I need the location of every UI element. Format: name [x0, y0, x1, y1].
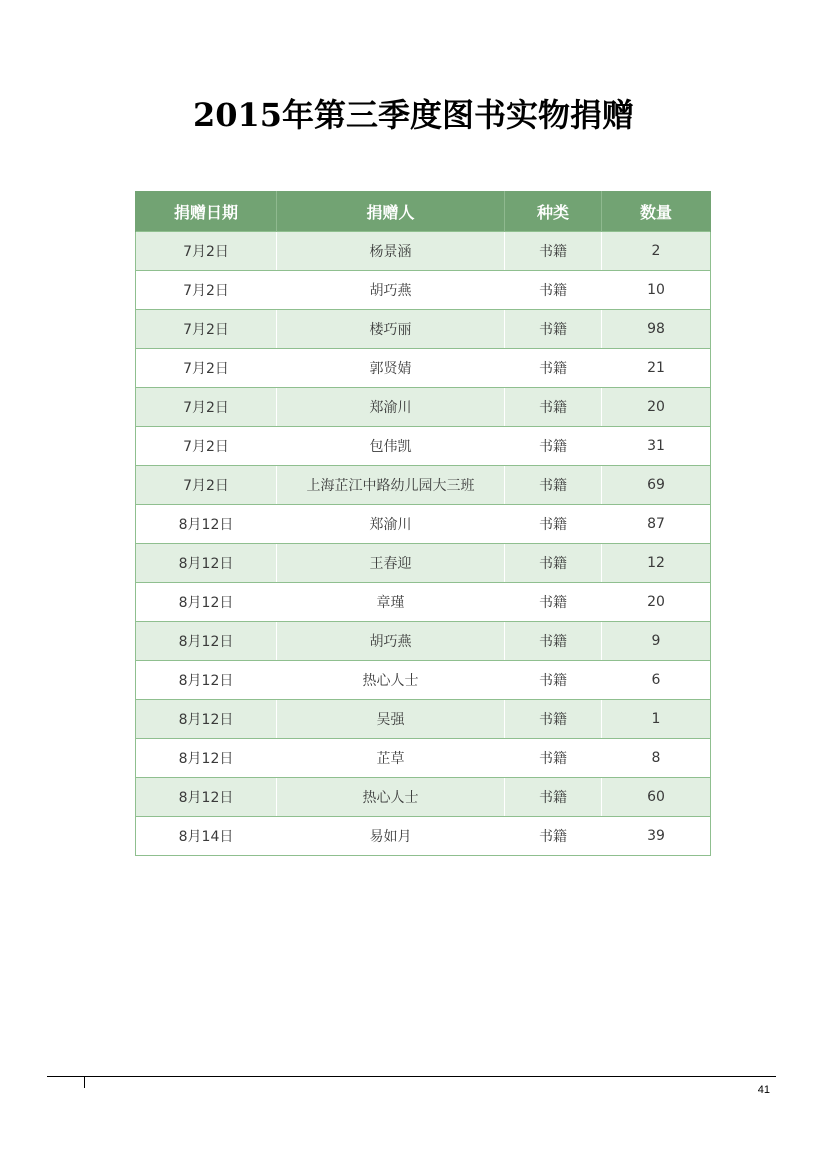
cell-category: 书籍 — [505, 700, 602, 739]
cell-date: 7月2日 — [136, 271, 277, 310]
cell-donor: 郑渝川 — [277, 388, 505, 427]
cell-donor: 吴强 — [277, 700, 505, 739]
cell-date: 7月2日 — [136, 388, 277, 427]
cell-quantity: 1 — [602, 700, 711, 739]
table-row — [136, 583, 711, 622]
cell-quantity: 2 — [602, 232, 711, 271]
table-row — [136, 778, 711, 817]
table-row — [136, 505, 711, 544]
cell-category: 书籍 — [505, 232, 602, 271]
cell-category: 书籍 — [505, 466, 602, 505]
table-row — [136, 622, 711, 661]
cell-date: 7月2日 — [136, 232, 277, 271]
cell-category: 书籍 — [505, 310, 602, 349]
cell-donor: 热心人士 — [277, 661, 505, 700]
cell-donor: 杨景涵 — [277, 232, 505, 271]
cell-quantity: 20 — [602, 388, 711, 427]
table-row — [136, 427, 711, 466]
table-row — [136, 349, 711, 388]
cell-quantity: 8 — [602, 739, 711, 778]
cell-quantity: 21 — [602, 349, 711, 388]
cell-date: 8月12日 — [136, 778, 277, 817]
cell-donor: 易如月 — [277, 817, 505, 856]
cell-date: 8月12日 — [136, 544, 277, 583]
table-row — [136, 232, 711, 271]
table-row — [136, 466, 711, 505]
cell-quantity: 39 — [602, 817, 711, 856]
donation-table — [135, 191, 711, 856]
cell-donor: 包伟凯 — [277, 427, 505, 466]
cell-donor: 章瑾 — [277, 583, 505, 622]
cell-donor: 楼巧丽 — [277, 310, 505, 349]
cell-category: 书籍 — [505, 544, 602, 583]
cell-category: 书籍 — [505, 583, 602, 622]
column-header-category: 种类 — [505, 191, 602, 232]
cell-date: 8月12日 — [136, 583, 277, 622]
header-row — [136, 191, 711, 232]
cell-donor: 胡巧燕 — [277, 271, 505, 310]
cell-donor: 上海芷江中路幼儿园大三班 — [277, 466, 505, 505]
cell-donor: 热心人士 — [277, 778, 505, 817]
table-row — [136, 661, 711, 700]
table-row — [136, 388, 711, 427]
cell-category: 书籍 — [505, 505, 602, 544]
cell-donor: 王春迎 — [277, 544, 505, 583]
footer-rule — [47, 1076, 776, 1077]
cell-date: 8月12日 — [136, 700, 277, 739]
cell-quantity: 12 — [602, 544, 711, 583]
cell-date: 7月2日 — [136, 466, 277, 505]
table-row — [136, 544, 711, 583]
table-row — [136, 310, 711, 349]
page-title: 2015年第三季度图书实物捐赠 — [192, 96, 635, 134]
cell-category: 书籍 — [505, 622, 602, 661]
page-number: 41 — [757, 1084, 770, 1096]
cell-donor: 胡巧燕 — [277, 622, 505, 661]
cell-quantity: 20 — [602, 583, 711, 622]
cell-category: 书籍 — [505, 661, 602, 700]
cell-quantity: 60 — [602, 778, 711, 817]
column-header-quantity: 数量 — [602, 191, 711, 232]
donation-table-container — [135, 191, 710, 856]
table-row — [136, 739, 711, 778]
table-row — [136, 817, 711, 856]
cell-quantity: 6 — [602, 661, 711, 700]
cell-quantity: 10 — [602, 271, 711, 310]
cell-date: 7月2日 — [136, 310, 277, 349]
cell-donor: 郑渝川 — [277, 505, 505, 544]
cell-date: 8月12日 — [136, 505, 277, 544]
table-row — [136, 700, 711, 739]
cell-date: 8月12日 — [136, 739, 277, 778]
cell-date: 8月12日 — [136, 622, 277, 661]
cell-date: 8月12日 — [136, 661, 277, 700]
cell-quantity: 98 — [602, 310, 711, 349]
column-header-date: 捐赠日期 — [136, 191, 277, 232]
cell-category: 书籍 — [505, 739, 602, 778]
cell-quantity: 87 — [602, 505, 711, 544]
cell-category: 书籍 — [505, 427, 602, 466]
table-body — [136, 232, 711, 856]
cell-category: 书籍 — [505, 388, 602, 427]
column-header-donor: 捐赠人 — [277, 191, 505, 232]
cell-category: 书籍 — [505, 349, 602, 388]
cell-category: 书籍 — [505, 817, 602, 856]
table-header — [136, 191, 711, 232]
cell-donor: 芷草 — [277, 739, 505, 778]
cell-category: 书籍 — [505, 271, 602, 310]
cell-quantity: 69 — [602, 466, 711, 505]
cell-date: 8月14日 — [136, 817, 277, 856]
table-row — [136, 271, 711, 310]
cell-quantity: 31 — [602, 427, 711, 466]
cell-category: 书籍 — [505, 778, 602, 817]
footer-tick-mark — [84, 1076, 85, 1088]
cell-date: 7月2日 — [136, 349, 277, 388]
cell-donor: 郭贤婧 — [277, 349, 505, 388]
cell-date: 7月2日 — [136, 427, 277, 466]
cell-quantity: 9 — [602, 622, 711, 661]
